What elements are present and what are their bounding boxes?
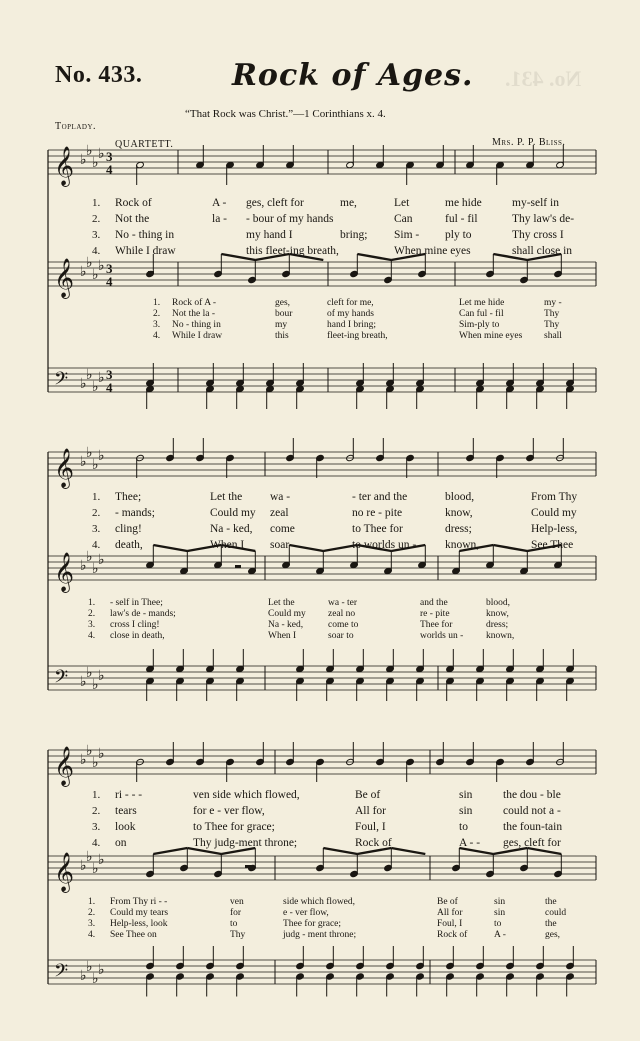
lyric-syllable: ges, [545, 930, 561, 940]
lyric-syllable: hand I bring; [327, 320, 377, 330]
verse-number: 1. [88, 897, 96, 907]
lyric-syllable: See Thee [531, 539, 574, 551]
lyric-syllable: Could my [210, 507, 256, 519]
time-signature-bottom: 4 [106, 380, 113, 395]
lyric-syllable: Not the la - [172, 309, 216, 319]
note-beam [289, 545, 323, 551]
lyric-syllable: Be of [355, 789, 381, 801]
lyric-syllable: sin [494, 908, 506, 918]
lyric-syllable: Foul, I [355, 821, 386, 833]
lyric-syllable: ply to [445, 229, 472, 241]
lyric-syllable: bring; [340, 229, 368, 241]
lyric-syllable: my hand I [246, 229, 293, 241]
flat-icon: ♭ [92, 379, 99, 395]
lyric-syllable: When I [210, 539, 245, 551]
lyric-syllable: Can ful - fil [459, 309, 504, 319]
flat-icon: ♭ [98, 146, 105, 162]
lyric-syllable: to [230, 919, 238, 929]
time-signature-bottom: 4 [106, 274, 113, 289]
lyric-syllable: - self in Thee; [110, 598, 163, 608]
lyric-syllable: Could my [531, 507, 577, 519]
time-signature-top: 3 [106, 149, 113, 164]
lyric-syllable: no re - pite [352, 507, 403, 519]
verse-number: 4. [92, 837, 101, 849]
lyric-syllable: judg - ment throne; [283, 930, 357, 940]
lyric-syllable: cross I cling! [110, 620, 160, 630]
flat-icon: ♭ [80, 264, 87, 280]
lyric-syllable: to [494, 919, 502, 929]
lyric-syllable: blood, [486, 598, 511, 608]
verse-number: 4. [92, 245, 101, 257]
verse-number: 2. [92, 213, 101, 225]
lyric-syllable: Thy law's de- [512, 213, 575, 225]
lyric-syllable: Help-less, [531, 523, 578, 535]
verse-number: 3. [92, 523, 101, 535]
lyric-syllable: come [270, 523, 295, 535]
flat-icon: ♭ [92, 755, 99, 771]
lyric-syllable: Thy [544, 309, 560, 319]
lyric-syllable: ven side which flowed, [193, 789, 300, 801]
lyric-syllable: ful - fil [445, 213, 478, 225]
flat-icon: ♭ [80, 376, 87, 392]
flat-icon: ♭ [92, 561, 99, 577]
lyric-syllable: While I draw [115, 245, 176, 257]
verse-number: 4. [92, 539, 101, 551]
lyric-syllable: dress; [445, 523, 472, 535]
verse-number: 1. [92, 789, 101, 801]
lyric-syllable: bour [275, 309, 293, 319]
flat-icon: ♭ [80, 558, 87, 574]
lyric-syllable: soar [270, 539, 290, 551]
lyric-syllable: the [545, 897, 557, 907]
lyric-syllable: to [459, 821, 468, 833]
flat-icon: ♭ [86, 549, 93, 565]
bass-clef-icon: 𝄢 [54, 667, 69, 692]
lyric-syllable: my-self in [512, 197, 559, 209]
lyric-syllable: Not the [115, 213, 150, 225]
verse-number: 4. [88, 631, 96, 641]
verse-number: 4. [153, 331, 161, 341]
flat-icon: ♭ [98, 852, 105, 868]
flat-icon: ♭ [98, 746, 105, 762]
lyric-syllable: law's de - mands; [110, 609, 176, 619]
hymn-number: No. 433. [55, 62, 143, 88]
lyric-syllable: See Thee on [110, 930, 157, 940]
lyric-syllable: e - ver flow, [283, 908, 329, 918]
lyric-syllable: Could my tears [110, 908, 169, 918]
lyric-syllable: fleet-ing breath, [327, 331, 388, 341]
lyric-syllable: for [230, 908, 242, 918]
verse-number: 3. [92, 229, 101, 241]
flat-icon: ♭ [98, 552, 105, 568]
treble-clef-icon: 𝄞 [54, 746, 75, 786]
flat-icon: ♭ [80, 454, 87, 470]
lyric-syllable: to Thee for [352, 523, 403, 535]
lyric-syllable: tears [115, 805, 137, 817]
verse-number: 4. [88, 930, 96, 940]
lyric-syllable: my [275, 320, 288, 330]
treble-clef-icon: 𝄞 [54, 552, 75, 592]
rest-icon [245, 865, 251, 868]
lyric-syllable: the foun-tain [503, 821, 563, 833]
lyric-syllable: Sim-ply to [459, 320, 500, 330]
lyric-syllable: Thy judg-ment throne; [193, 837, 298, 849]
flat-icon: ♭ [86, 665, 93, 681]
lyric-syllable: Na - ked, [210, 523, 253, 535]
flat-icon: ♭ [86, 959, 93, 975]
lyric-syllable: side which flowed, [283, 897, 356, 907]
lyric-syllable: Foul, I [437, 919, 463, 929]
flat-icon: ♭ [98, 962, 105, 978]
note-beam [323, 848, 357, 854]
time-signature-bottom: 4 [106, 162, 113, 177]
lyric-syllable: Let the [268, 598, 295, 608]
flat-icon: ♭ [80, 858, 87, 874]
lyric-syllable: blood, [445, 491, 475, 503]
note-beam [153, 848, 187, 854]
verse-number: 2. [88, 908, 96, 918]
lyric-syllable: - mands; [115, 507, 155, 519]
note-beam [153, 545, 187, 551]
flat-icon: ♭ [92, 457, 99, 473]
verse-number: 3. [153, 320, 161, 330]
flat-icon: ♭ [86, 849, 93, 865]
lyric-syllable: la - [212, 213, 228, 225]
lyric-syllable: ges, cleft for [503, 837, 561, 849]
lyric-syllable: No - thing in [115, 229, 175, 241]
lyric-syllable: ven [230, 897, 244, 907]
treble-clef-icon: 𝄞 [54, 146, 75, 186]
flat-icon: ♭ [86, 445, 93, 461]
flat-icon: ♭ [92, 155, 99, 171]
time-signature-top: 3 [106, 261, 113, 276]
flat-icon: ♭ [86, 367, 93, 383]
lyric-syllable: No - thing in [172, 320, 221, 330]
lyric-syllable: ges, [275, 298, 291, 308]
lyric-syllable: shall close in [512, 245, 573, 257]
lyric-syllable: the [545, 919, 557, 929]
lyric-syllable: death, [115, 539, 143, 551]
lyric-syllable: zeal no [328, 609, 356, 619]
note-beam [357, 254, 391, 260]
lyric-syllable: Can [394, 213, 413, 225]
lyric-syllable: Rock of [437, 930, 468, 940]
lyric-syllable: Sim - [394, 229, 420, 241]
verse-number: 3. [88, 620, 96, 630]
flat-icon: ♭ [92, 971, 99, 987]
lyric-syllable: Thy [230, 930, 246, 940]
lyric-syllable: ges, cleft for [246, 197, 304, 209]
lyric-syllable: When I [268, 631, 297, 641]
lyric-syllable: cleft for me, [327, 298, 374, 308]
note-beam [391, 848, 425, 854]
flat-icon: ♭ [92, 677, 99, 693]
hymn-title: Rock of Ages. [232, 58, 474, 93]
lyric-syllable: ri - - - [115, 789, 143, 801]
verse-number: 1. [92, 197, 101, 209]
lyric-syllable: come to [328, 620, 359, 630]
flat-icon: ♭ [98, 668, 105, 684]
flat-icon: ♭ [92, 267, 99, 283]
lyric-syllable: When mine eyes [459, 331, 523, 341]
lyric-syllable: re - pite [420, 609, 450, 619]
lyric-syllable: could not a - [503, 805, 561, 817]
flat-icon: ♭ [92, 861, 99, 877]
flat-icon: ♭ [80, 968, 87, 984]
lyric-syllable: Thy [544, 320, 560, 330]
lyric-syllable: me, [340, 197, 357, 209]
lyric-syllable: Thee; [115, 491, 142, 503]
lyric-syllable: to worlds un - [352, 539, 417, 551]
flat-icon: ♭ [98, 370, 105, 386]
flat-icon: ♭ [98, 448, 105, 464]
lyric-syllable: on [115, 837, 127, 849]
lyric-syllable: Let me hide [459, 298, 505, 308]
verse-number: 2. [92, 507, 101, 519]
lyric-syllable: All for [437, 908, 463, 918]
verse-number: 1. [153, 298, 161, 308]
lyric-syllable: my - [544, 298, 562, 308]
lyric-syllable: for e - ver flow, [193, 805, 265, 817]
flat-icon: ♭ [80, 152, 87, 168]
lyric-syllable: From Thy ri - - [110, 897, 168, 907]
lyric-syllable: Let [394, 197, 410, 209]
lyric-syllable: sin [459, 805, 473, 817]
lyric-syllable: know, [486, 609, 509, 619]
lyric-syllable: Na - ked, [268, 620, 304, 630]
verse-number: 3. [92, 821, 101, 833]
treble-clef-icon: 𝄞 [54, 852, 75, 892]
bleed-through-number: No. 431. [505, 66, 582, 91]
lyric-syllable: Be of [437, 897, 458, 907]
lyric-syllable: know, [445, 507, 473, 519]
lyric-syllable: known, [486, 631, 515, 641]
treble-clef-icon: 𝄞 [54, 448, 75, 488]
lyric-syllable: Rock of A - [172, 298, 217, 308]
verse-number: 2. [92, 805, 101, 817]
lyric-syllable: look [115, 821, 136, 833]
lyric-syllable: dress; [486, 620, 509, 630]
lyric-syllable: zeal [270, 507, 289, 519]
time-signature-top: 3 [106, 367, 113, 382]
flat-icon: ♭ [86, 255, 93, 271]
bass-clef-icon: 𝄢 [54, 369, 69, 394]
lyric-syllable: sin [459, 789, 473, 801]
flat-icon: ♭ [86, 143, 93, 159]
lyric-syllable: of my hands [327, 309, 374, 319]
lyric-syllable: A - [212, 197, 227, 209]
verse-number: 3. [88, 919, 96, 929]
lyric-syllable: the dou - ble [503, 789, 561, 801]
lyric-syllable: close in death, [110, 631, 165, 641]
lyric-syllable: Let the [210, 491, 243, 503]
lyric-syllable: - bour of my hands [246, 213, 334, 225]
lyric-syllable: While I draw [172, 331, 223, 341]
composer-credit: Mrs. P. P. Bliss. [492, 137, 566, 148]
lyric-syllable: worlds un - [420, 631, 464, 641]
lyric-syllable: Thee for [420, 620, 453, 630]
lyric-syllable: could [545, 908, 567, 918]
note-beam [493, 545, 527, 551]
lyric-syllable: this fleet-ing breath, [246, 245, 339, 257]
verse-number: 1. [92, 491, 101, 503]
lyric-syllable: soar to [328, 631, 354, 641]
lyric-syllable: known, [445, 539, 480, 551]
verse-number: 2. [153, 309, 161, 319]
lyric-syllable: From Thy [531, 491, 578, 503]
lyric-syllable: Thee for grace; [283, 919, 342, 929]
lyric-syllable: Rock of [355, 837, 392, 849]
flat-icon: ♭ [86, 743, 93, 759]
flat-icon: ♭ [80, 674, 87, 690]
lyric-syllable: When mine eyes [394, 245, 471, 257]
author-credit: Toplady. [55, 121, 96, 132]
lyric-syllable: cling! [115, 523, 142, 535]
verse-number: 2. [88, 609, 96, 619]
lyric-syllable: and the [420, 598, 448, 608]
lyric-syllable: A - - [459, 837, 481, 849]
rest-icon [148, 271, 154, 274]
lyric-syllable: shall [544, 331, 562, 341]
verse-number: 1. [88, 598, 96, 608]
epigraph: “That Rock was Christ.”—1 Corinthians x. 4. [185, 108, 386, 120]
lyric-syllable: me hide [445, 197, 482, 209]
lyric-syllable: Could my [268, 609, 306, 619]
lyric-syllable: All for [355, 805, 386, 817]
rest-icon [235, 565, 241, 568]
lyric-syllable: - ter and the [352, 491, 408, 503]
bass-clef-icon: 𝄢 [54, 961, 69, 986]
flat-icon: ♭ [80, 752, 87, 768]
voicing-label: QUARTETT. [115, 139, 174, 150]
lyric-syllable: A - [494, 930, 506, 940]
lyric-syllable: this [275, 331, 289, 341]
lyric-syllable: sin [494, 897, 506, 907]
lyric-syllable: to Thee for grace; [193, 821, 275, 833]
flat-icon: ♭ [98, 258, 105, 274]
lyric-syllable: wa - ter [328, 598, 358, 608]
treble-clef-icon: 𝄞 [54, 258, 75, 298]
lyric-syllable: Help-less, look [110, 919, 168, 929]
lyric-syllable: Rock of [115, 197, 152, 209]
lyric-syllable: wa - [270, 491, 291, 503]
lyric-syllable: Thy cross I [512, 229, 564, 241]
